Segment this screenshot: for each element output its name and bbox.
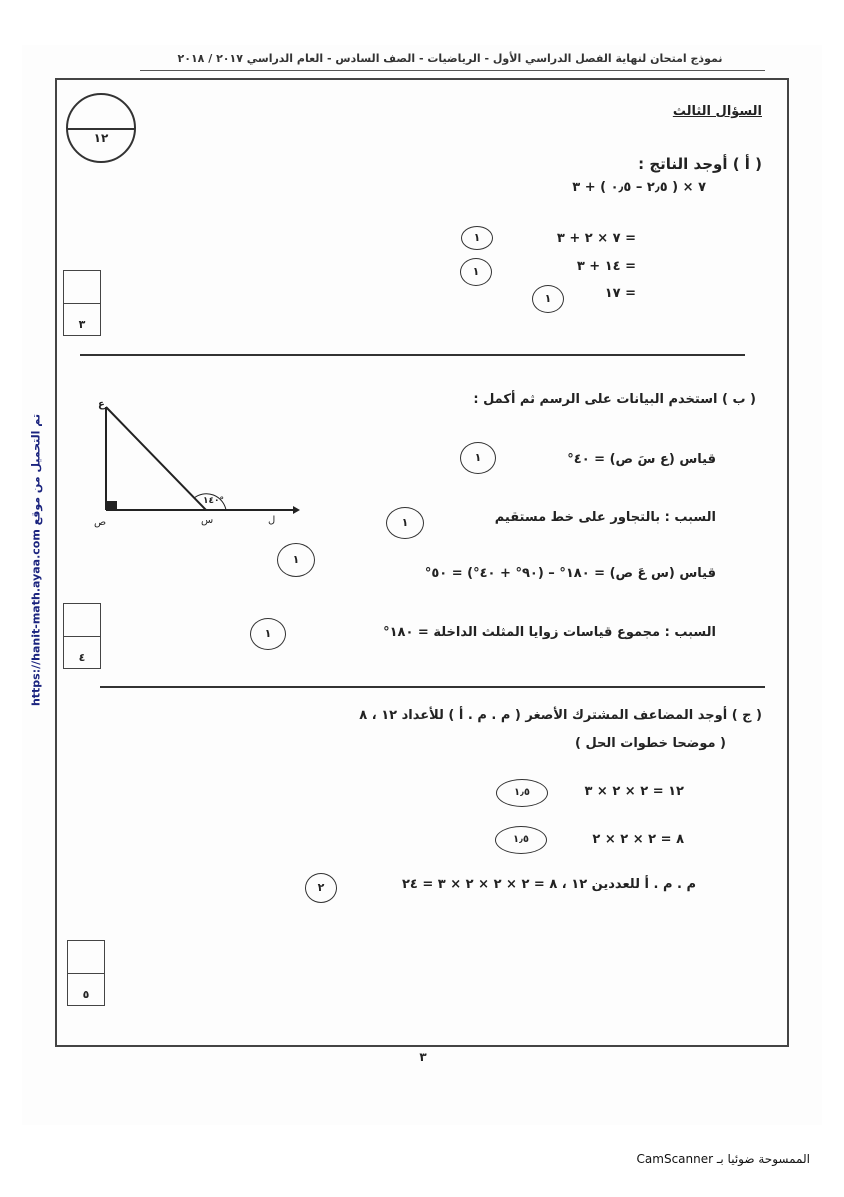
total-score-circle (66, 93, 136, 163)
part-a-step-1: = ٧ × ٢ + ٣ (556, 231, 636, 246)
figure-label-top: ع (98, 399, 105, 410)
part-c-line-3: م . م . أ للعددين ١٢ ، ٨ = ٢ × ٢ × ٢ × ٣ = ٢٤ (401, 877, 696, 892)
part-c-line-2: ٨ = ٢ × ٢ × ٢ (592, 832, 684, 847)
total-score-value: ١٢ (93, 131, 109, 145)
part-a-score: ٣ (78, 318, 86, 331)
scanner-watermark: الممسوحة ضوئيا بـ CamScanner (636, 1152, 810, 1166)
exam-frame (55, 78, 789, 1047)
side-watermark (22, 400, 50, 720)
triangle-figure (88, 395, 308, 530)
mark-b4: ١ (250, 618, 286, 650)
mark-b3: ١ (277, 543, 315, 577)
right-angle-mark (107, 501, 117, 510)
part-a-step-2: = ١٤ + ٣ (576, 259, 636, 274)
part-b-prompt: ( ب ) استخدم البيانات على الرسم ثم أكمل : (473, 392, 756, 407)
part-a-step-3: = ١٧ (604, 286, 636, 301)
mark-a2: ١ (460, 258, 492, 286)
part-b-reason-2: السبب : مجموع قياسات زوايا المثلث الداخلة = ١٨٠° (383, 625, 716, 640)
exam-header: نموذج امتحان لنهاية الفصل الدراسي الأول - الرياضيات - الصف السادس - العام الدراسي ٢٠١٧ / ٢٠١٨ (177, 52, 723, 65)
figure-hypotenuse (106, 407, 206, 510)
part-b-score: ٤ (78, 651, 86, 664)
side-watermark-text: تم التحميل من موقع https://hanit-math.ayaa.com (29, 413, 43, 707)
page-number: ٣ (419, 1050, 427, 1064)
figure-angle-value: ١٤٠° (203, 496, 224, 506)
figure-label-middle: س (201, 515, 214, 526)
header-underline (140, 70, 765, 71)
figure-baseline-arrow (293, 506, 300, 514)
part-b-reason-1: السبب : بالتجاور على خط مستقيم (494, 510, 716, 525)
divider-b-c (100, 686, 765, 688)
mark-b1: ١ (460, 442, 496, 474)
part-c-line-1: ١٢ = ٢ × ٢ × ٣ (584, 784, 684, 799)
mark-c1: ١٫٥ (496, 779, 548, 807)
mark-c3: ٢ (305, 873, 337, 903)
mark-b2: ١ (386, 507, 424, 539)
mark-c2: ١٫٥ (495, 826, 547, 854)
divider-a-b (80, 354, 745, 356)
part-a-scorebox (63, 270, 101, 336)
part-a-expression: ٧ × ( ٢٫٥ – ٠٫٥ ) + ٣ (572, 180, 706, 195)
mark-a1: ١ (461, 226, 493, 250)
part-a-prompt: ( أ ) أوجد الناتج : (638, 155, 762, 173)
mark-a3: ١ (532, 285, 564, 313)
part-c-prompt: ( ج ) أوجد المضاعف المشترك الأصغر ( م . م . أ ) للأعداد ١٢ ، ٨ (359, 708, 762, 723)
figure-label-end: ل (268, 515, 276, 526)
part-c-scorebox (67, 940, 105, 1006)
figure-label-right-angle: ص (94, 517, 107, 528)
part-c-prompt-2: ( موضحا خطوات الحل ) (574, 736, 726, 751)
part-b-scorebox (63, 603, 101, 669)
score-circle-divider (68, 128, 134, 130)
part-b-line-1: قياس (ع سَ ص) = ٤٠° (567, 452, 716, 467)
part-c-score: ٥ (82, 988, 90, 1001)
part-b-line-2: قياس (س عَ ص) = ١٨٠° – (٩٠° + ٤٠°) = ٥٠° (424, 566, 716, 581)
question-title: السؤال الثالث (672, 104, 762, 119)
